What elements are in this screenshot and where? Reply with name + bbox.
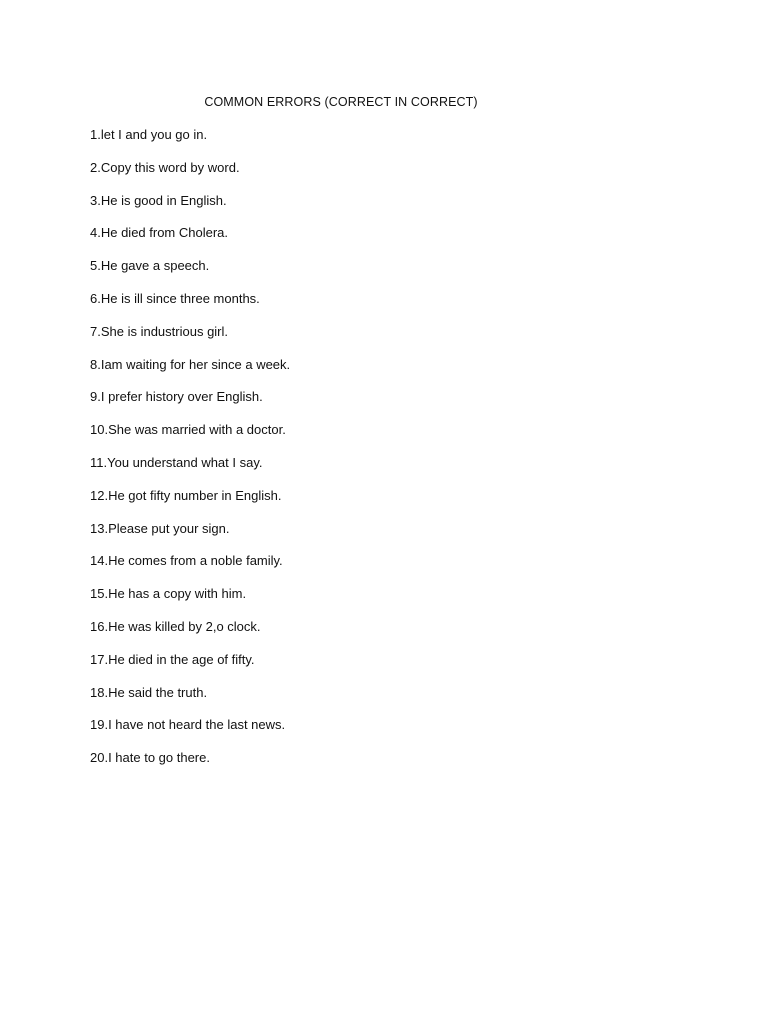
- list-item: 4.He died from Cholera.: [90, 225, 229, 241]
- list-item: 8.Iam waiting for her since a week.: [90, 356, 291, 372]
- document-title: COMMON ERRORS (CORRECT IN CORRECT): [204, 95, 478, 109]
- list-item: 2.Copy this word by word.: [90, 159, 240, 175]
- list-item: 14.He comes from a noble family.: [90, 553, 283, 569]
- list-item: 7.She is industrious girl.: [90, 323, 229, 339]
- list-item: 15.He has a copy with him.: [90, 586, 247, 602]
- list-item: 10.She was married with a doctor.: [90, 422, 286, 438]
- list-item: 5.He gave a speech.: [90, 258, 210, 274]
- list-item: 20.I hate to go there.: [90, 750, 210, 766]
- list-item: 18.He said the truth.: [90, 684, 208, 700]
- list-item: 12.He got fifty number in English.: [90, 487, 282, 503]
- list-item: 19.I have not heard the last news.: [90, 717, 286, 733]
- error-list: [90, 127, 290, 783]
- list-item: 6.He is ill since three months.: [90, 290, 260, 306]
- list-item: 17.He died in the age of fifty.: [90, 651, 255, 667]
- list-item: 16.He was killed by 2,o clock.: [90, 618, 261, 634]
- list-item: 9.I prefer history over English.: [90, 389, 263, 405]
- list-item: 3.He is good in English.: [90, 192, 227, 208]
- list-item: 1.let I and you go in.: [90, 127, 208, 142]
- list-item: 13.Please put your sign.: [90, 520, 230, 536]
- list-item: 11.You understand what I say.: [90, 454, 263, 470]
